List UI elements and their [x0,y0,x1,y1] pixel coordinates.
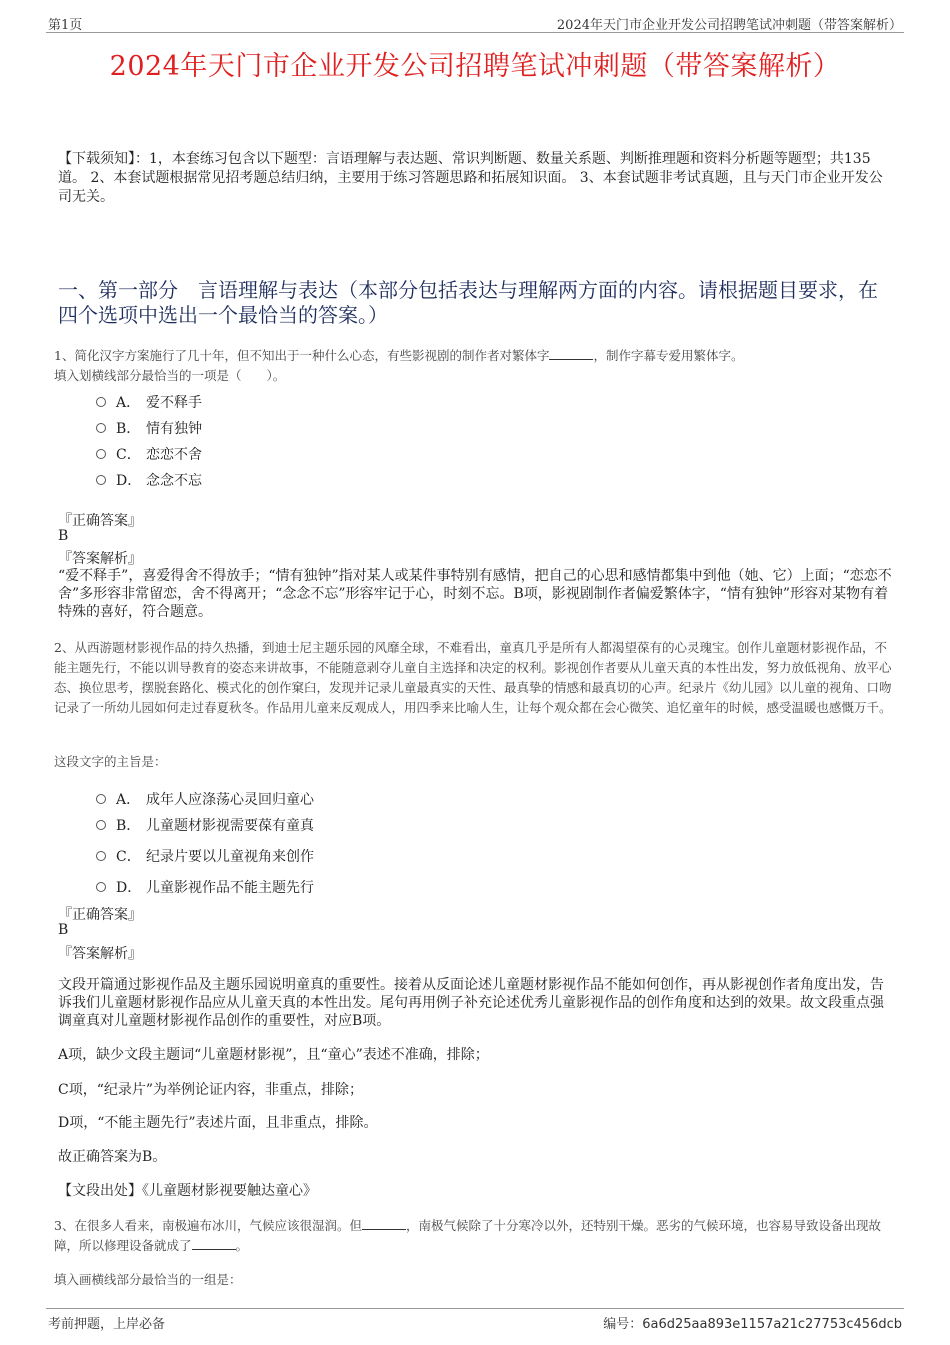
option-c[interactable]: C． 恋恋不舍 [96,441,202,467]
blank-line [549,347,593,360]
question-3-stem: 3、在很多人看来，南极遍布冰川，气候应该很湿润。但 ，南极气候除了十分寒冷以外，还特别干燥。恶劣的气候环境，也容易导致设备出现故障，所以修理设备就成了 。 [54,1218,881,1253]
option-d[interactable]: D． 儿童影视作品不能主题先行 [96,874,314,900]
download-notice: 【下载须知】：1，本套练习包含以下题型：言语理解与表达题、常识判断题、数量关系题、判断推理题和资料分析题等题型；共135道。 2、本套试题根据常见招考题总结归纳，主要用于练习答题思路和拓展知识面。 3、本套试题非考试真题，且与天门市企业开发公司无关。 [58,151,883,205]
blank-line [192,1237,236,1250]
analysis-label: 『答案解析』 [58,946,142,962]
question-1-options [96,389,202,493]
header-divider [46,32,904,33]
question-2-options [96,786,314,900]
radio-icon[interactable] [96,882,106,892]
answer-label: 『正确答案』 [58,513,142,529]
passage-source: 【文段出处】《儿童题材影视要触达童心》 [58,1183,317,1199]
page-title: 2024年天门市企业开发公司招聘笔试冲刺题（带答案解析） [109,51,841,82]
header-doc-title: 2024年天门市企业开发公司招聘笔试冲刺题（带答案解析） [556,18,902,33]
answer-label: 『正确答案』 [58,907,142,923]
analysis-label: 『答案解析』 [58,551,142,567]
question-1 [54,346,896,386]
analysis-paragraph: 文段开篇通过影视作品及主题乐园说明童真的重要性。接着从反面论述儿童题材影视作品不能如何创作，再从影视创作者角度出发，告诉我们儿童题材影视作品应从儿童天真的本性出发。尾句再用例子补充论述优秀儿童影视作品的创作角度和达到的效果。故文段重点强调童真对儿童题材影视作品创作的重要性，对应B项。 [58,977,884,1029]
radio-icon[interactable] [96,475,106,485]
radio-icon[interactable] [96,449,106,459]
analysis-text: “爱不释手”，喜爱得舍不得放手；“情有独钟”指对某人或某件事特别有感情，把自己的心思和感情都集中到他（她、它）上面；“恋恋不舍”多形容非常留恋，舍不得离开；“念念不忘”形容牢记于心，时刻不忘。B项，影视剧制作者偏爱繁体字，“情有独钟”形容对某物有着特殊的喜好，符合题意。 [58,568,892,620]
radio-icon[interactable] [96,423,106,433]
radio-icon[interactable] [96,820,106,830]
radio-icon[interactable] [96,851,106,861]
answer-value: B [58,528,69,544]
radio-icon[interactable] [96,794,106,804]
analysis-option-d: D项，“不能主题先行”表述片面，且非重点，排除。 [58,1115,378,1131]
option-c[interactable]: C． 纪录片要以儿童视角来创作 [96,838,314,874]
question-1-stem: 1、简化汉字方案施行了几十年，但不知出于一种什么心态，有些影视剧的制作者对繁体字 ，制作字幕专爱用繁体字。 [54,348,744,363]
option-b[interactable]: B． 情有独钟 [96,415,202,441]
page-number: 第1页 [48,18,83,33]
question-2-stem: 2、从西游题材影视作品的持久热播，到迪士尼主题乐园的风靡全球，不难看出，童真几乎是所有人都渴望葆有的心灵瑰宝。创作儿童题材影视作品，不能主题先行，不能以训导教育的姿态来讲故事，不能随意剥夺儿童自主选择和决定的权利。影视创作者要从儿童天真的本性出发，努力放低视角、放平心态、换位思考，摆脱套路化、模式化的创作窠臼，发现并记录儿童最真实的天性、最真挚的情感和最真切的心声。纪录片《幼儿园》以儿童的视角、口吻记录了一所幼儿园如何走过春夏秋冬。作品用儿童来反观成人，用四季来比喻人生，让每个观众都在会心微笑、追忆童年的时候，感受温暖也感慨万千。 [54,640,892,715]
radio-icon[interactable] [96,397,106,407]
footer-divider [46,1308,904,1309]
answer-value: B [58,922,69,938]
blank-line [362,1217,406,1230]
question-2-prompt: 这段文字的主旨是： [54,754,167,769]
analysis-option-a: A项，缺少文段主题词“儿童题材影视”，且“童心”表述不准确，排除； [58,1047,489,1063]
footer-code: 编号：6a6d25aa893e1157a21c27753c456dcb [603,1317,902,1332]
footer-slogan: 考前押题，上岸必备 [48,1317,166,1332]
option-d[interactable]: D． 念念不忘 [96,467,202,493]
question-3-prompt: 填入画横线部分最恰当的一组是： [54,1272,242,1287]
analysis-option-c: C项，“纪录片”为举例论证内容，非重点，排除； [58,1082,364,1098]
option-a[interactable]: A． 爱不释手 [96,389,202,415]
section-heading: 一、第一部分 言语理解与表达（本部分包括表达与理解两方面的内容。请根据题目要求，在四个选项中选出一个最恰当的答案。） [58,278,878,327]
option-a[interactable]: A． 成年人应涤荡心灵回归童心 [96,786,314,812]
analysis-conclusion: 故正确答案为B。 [58,1149,167,1165]
option-b[interactable]: B． 儿童题材影视需要葆有童真 [96,812,314,838]
question-1-prompt: 填入划横线部分最恰当的一项是（ ）。 [54,368,286,383]
